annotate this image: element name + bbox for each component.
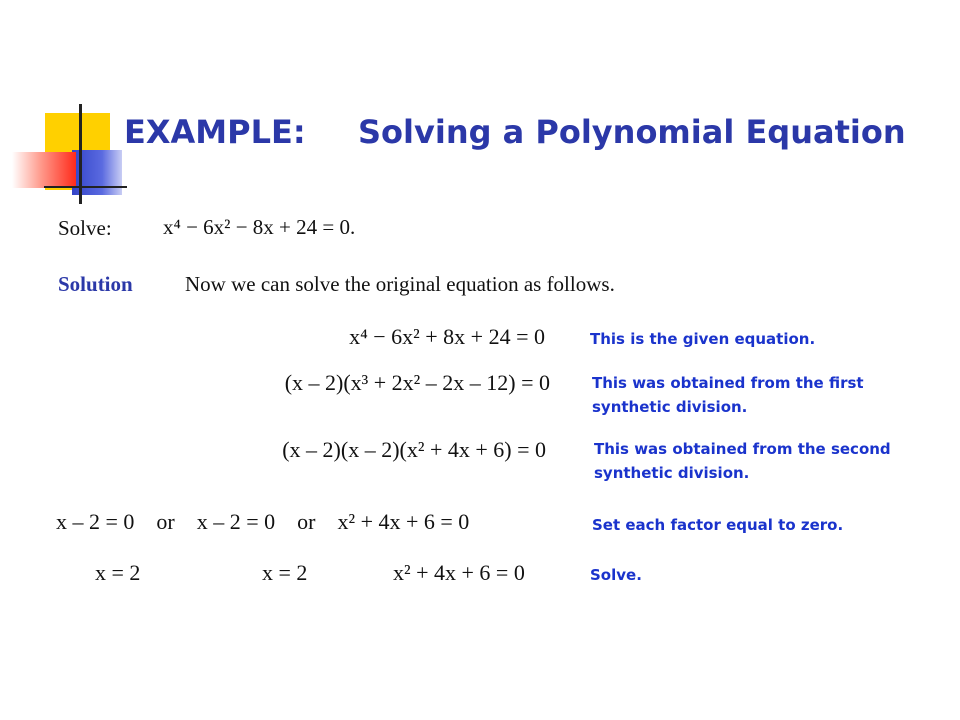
solution-text: Now we can solve the original equation as follows.: [185, 272, 615, 296]
step-3-note-line1: This was obtained from the second: [594, 440, 891, 458]
step-1-note: This is the given equation.: [590, 330, 816, 348]
decor-vertical-line: [79, 104, 82, 204]
step-5-solution-1: x = 2: [95, 560, 141, 585]
step-2-note-line2: synthetic division.: [592, 398, 748, 416]
step-3-note-line2: synthetic division.: [594, 464, 750, 482]
step-2-equation: (x – 2)(x³ + 2x² – 2x – 12) = 0: [284, 370, 550, 395]
decor-red-gradient-bar: [12, 152, 76, 188]
title-label: EXAMPLE:: [124, 113, 306, 151]
step-4-note: Set each factor equal to zero.: [592, 516, 844, 534]
decor-horizontal-line: [44, 186, 127, 188]
step-3-equation: (x – 2)(x – 2)(x² + 4x + 6) = 0: [282, 437, 546, 462]
step-5-solution-2: x = 2: [262, 560, 308, 585]
step-2-note-line1: This was obtained from the first: [592, 374, 864, 392]
solve-equation: x⁴ − 6x² − 8x + 24 = 0.: [163, 215, 356, 239]
step-1-equation: x⁴ − 6x² + 8x + 24 = 0: [349, 324, 545, 349]
solve-label: Solve:: [58, 216, 112, 240]
step-5-note: Solve.: [590, 566, 642, 584]
step-5-quadratic: x² + 4x + 6 = 0: [393, 560, 525, 585]
step-4-equation: x – 2 = 0 or x – 2 = 0 or x² + 4x + 6 = 0: [56, 509, 470, 534]
solution-label: Solution: [58, 272, 133, 296]
page-title: Solving a Polynomial Equation: [358, 113, 906, 151]
